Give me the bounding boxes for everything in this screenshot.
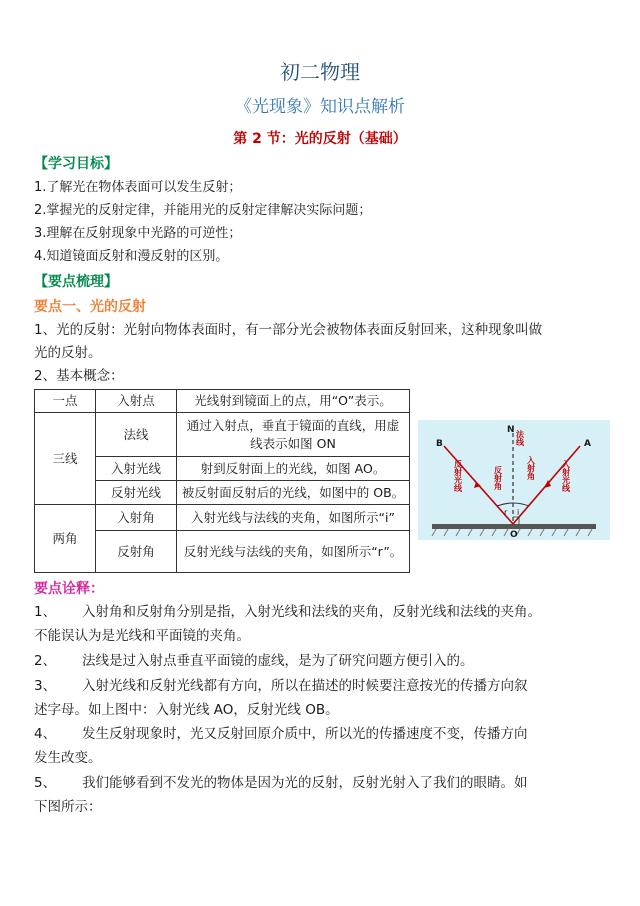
basic-concepts-label: 2、基本概念： (34, 368, 124, 384)
section-title: 第 2 节：光的反射（基础） (233, 131, 407, 147)
points-heading: 【要点梳理】 (34, 274, 118, 290)
table-cell: 入射光线与法线的夹角，如图所示“i” (177, 505, 410, 531)
table-cell: 入射角 (96, 505, 177, 531)
note-text: 下图所示： (34, 799, 102, 815)
note-line (34, 722, 614, 746)
note-text: 入射光线和反射光线都有方向，所以在描述的时候要注意按光的传播方向叙 (82, 678, 528, 694)
table-cell: 被反射面反射后的光线，如图中的 OB。 (177, 481, 410, 505)
table-cell: 反射光线 (96, 481, 177, 505)
goal-item: 3.理解在反射现象中光路的可逆性； (34, 226, 242, 241)
table-cell: 三线 (35, 413, 96, 505)
reflection-svg (418, 420, 610, 540)
label-O: O (510, 530, 518, 540)
label-r: r (504, 508, 508, 517)
note-text: 法线是过入射点垂直平面镜的虚线，是为了研究问题方便引入的。 (82, 653, 474, 669)
note-number: 1、 (34, 604, 57, 620)
note-text: 不能误认为是光线和平面镜的夹角。 (34, 628, 250, 644)
definition-line: 1、光的反射：光射向物体表面时，有一部分光会被物体表面反射回来，这种现象叫做 (34, 322, 543, 338)
note-text: 我们能够看到不发光的物体是因为光的反射，反射光射入了我们的眼睛。如 (82, 775, 528, 791)
table-row (35, 390, 410, 413)
label-B: B (436, 439, 443, 449)
label-i: i (517, 508, 520, 517)
concepts-table (34, 389, 410, 573)
label-incident-ray: 入射光线 (561, 460, 571, 492)
label-incident-angle: 入射角 (526, 456, 536, 480)
table-cell: 通过入射点，垂直于镜面的直线，用虚线表示如图 ON (177, 413, 410, 457)
label-A: A (584, 439, 591, 449)
note-text: 发生反射现象时，光又反射回原介质中，所以光的传播速度不变，传播方向 (82, 726, 528, 742)
table-row (35, 505, 410, 531)
table-cell: 反射角 (96, 531, 177, 573)
label-normal: 法线 (515, 430, 525, 446)
label-reflect-angle: 反射角 (493, 466, 503, 490)
table-cell: 入射点 (96, 390, 177, 413)
note-text: 述字母。如上图中：入射光线 AO，反射光线 OB。 (34, 702, 339, 718)
table-cell: 光线射到镜面上的点，用“O”表示。 (177, 390, 410, 413)
note-number: 5、 (34, 775, 57, 791)
note-text: 发生改变。 (34, 750, 102, 766)
note-number: 4、 (34, 726, 57, 742)
table-cell: 射到反射面上的光线，如图 AO。 (177, 457, 410, 481)
label-reflected-ray: 反射光线 (453, 460, 463, 492)
goal-item: 4.知道镜面反射和漫反射的区别。 (34, 249, 229, 264)
reflection-diagram (418, 420, 610, 540)
note-line (34, 771, 614, 795)
note-line (34, 600, 614, 624)
table-cell: 一点 (35, 390, 96, 413)
goal-item: 1.了解光在物体表面可以发生反射； (34, 180, 242, 195)
note-line (34, 674, 614, 698)
table-cell: 法线 (96, 413, 177, 457)
note-number: 2、 (34, 653, 57, 669)
mirror-surface (432, 524, 596, 529)
main-title: 初二物理 (280, 60, 360, 84)
note-number: 3、 (34, 678, 57, 694)
table-cell: 两角 (35, 505, 96, 573)
table-row (35, 413, 410, 457)
table-cell: 入射光线 (96, 457, 177, 481)
note-text: 入射角和反射角分别是指，入射光线和法线的夹角，反射光线和法线的夹角。 (82, 604, 541, 620)
note-line (34, 649, 614, 673)
sub-title: 《光现象》知识点解析 (235, 97, 405, 117)
goal-item: 2.掌握光的反射定律，并能用光的反射定律解决实际问题； (34, 203, 372, 218)
point1-heading: 要点一、光的反射 (34, 299, 146, 315)
notes-heading: 要点诠释： (34, 581, 104, 597)
label-N: N (507, 425, 515, 435)
definition-line: 光的反射。 (34, 345, 102, 361)
goals-heading: 【学习目标】 (34, 156, 118, 172)
table-cell: 反射光线与法线的夹角，如图所示“r”。 (177, 531, 410, 573)
